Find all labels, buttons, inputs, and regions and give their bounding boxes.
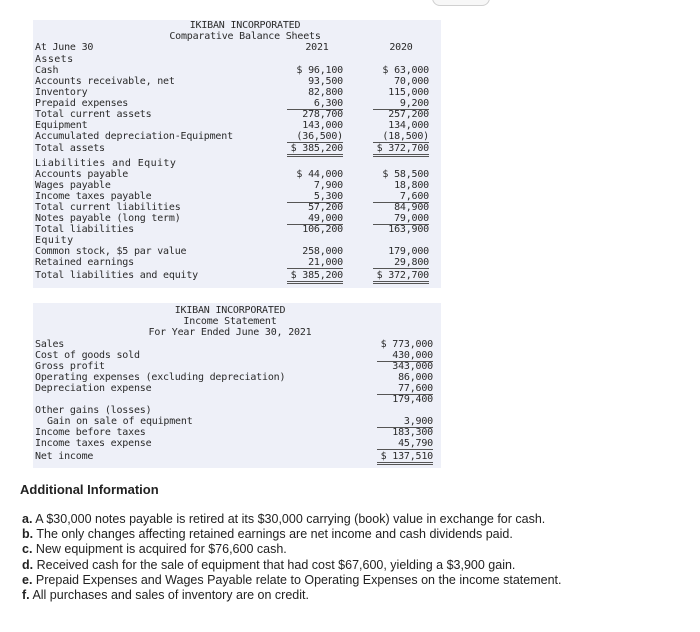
bs-value-2021: 106,200 [302, 224, 343, 235]
bs-value-2020: $ 63,000 [382, 65, 429, 76]
bs-row-label: Total current liabilities [35, 202, 181, 213]
is-row-value: 179,400 [392, 394, 433, 405]
bs-value-2021: 6,300 [287, 98, 343, 110]
is-row-label: Sales [35, 339, 65, 350]
bs-row [33, 169, 441, 180]
top-button[interactable] [432, 0, 490, 6]
bs-value-2020: 179,000 [388, 246, 429, 257]
additional-item [22, 558, 515, 573]
bs-row-label: Cash [35, 65, 59, 76]
is-row-value: 343,000 [392, 361, 433, 372]
bs-col-2021: 2021 [305, 42, 329, 53]
bs-row [33, 120, 441, 131]
bs-row-label: Total liabilities and equity [35, 270, 198, 281]
is-row [33, 383, 441, 394]
bs-value-2020: 7,600 [373, 191, 429, 203]
bs-value-2020: 115,000 [388, 87, 429, 98]
bs-row-label: Total current assets [35, 109, 152, 120]
is-row-value: 45,790 [377, 438, 433, 450]
bs-row [33, 109, 441, 120]
bs-value-2020: $ 372,700 [373, 143, 429, 157]
is-row-label: Cost of goods sold [35, 350, 140, 361]
bs-value-2021: 93,500 [308, 76, 343, 87]
bs-value-2021: $ 385,200 [287, 270, 343, 284]
bs-value-2021: 21,000 [287, 257, 343, 269]
bs-row-label: Total assets [35, 143, 105, 154]
bs-value-2020: 18,800 [394, 180, 429, 191]
bs-row-label: Assets [35, 54, 74, 65]
is-row [33, 427, 441, 438]
bs-row-label: Common stock, $5 par value [35, 246, 187, 257]
bs-row [33, 202, 441, 213]
bs-value-2021: 143,000 [302, 120, 343, 131]
is-row-value: 77,600 [377, 383, 433, 395]
bs-value-2021: $ 385,200 [287, 143, 343, 157]
balance-sheet-panel [33, 20, 441, 288]
bs-row [33, 213, 441, 224]
bs-row-label: Accounts receivable, net [35, 76, 175, 87]
income-statement-panel [33, 303, 441, 468]
bs-row-label: Income taxes payable [35, 191, 152, 202]
additional-item-letter: f. [22, 588, 30, 602]
is-row [33, 438, 441, 449]
bs-company: IKIBAN INCORPORATED [189, 20, 301, 31]
is-period: For Year Ended June 30, 2021 [148, 327, 312, 338]
bs-row [33, 270, 441, 281]
is-row-value: 430,000 [377, 350, 433, 362]
bs-value-2021: $ 96,100 [296, 65, 343, 76]
is-row-value: 86,000 [398, 372, 433, 383]
bs-row [33, 158, 441, 169]
is-row-label: Income taxes expense [35, 438, 152, 449]
bs-value-2020: 257,200 [388, 109, 429, 120]
is-row-value: 183,300 [392, 427, 433, 438]
is-row [33, 394, 441, 405]
bs-row [33, 131, 441, 142]
additional-item-text: All purchases and sales of inventory are on credit. [32, 588, 309, 602]
is-row [33, 339, 441, 350]
is-row [33, 372, 441, 383]
bs-row [33, 191, 441, 202]
additional-item-letter: a. [22, 512, 33, 526]
bs-value-2020: $ 58,500 [382, 169, 429, 180]
is-row-value: $ 773,000 [380, 339, 433, 350]
bs-row [33, 224, 441, 235]
is-row-value: 3,900 [377, 416, 433, 428]
additional-item-text: Received cash for the sale of equipment that had cost $67,600, yielding a $3,900 gain. [36, 557, 516, 572]
bs-row [33, 54, 441, 65]
bs-row [33, 257, 441, 268]
bs-value-2021: 5,300 [287, 191, 343, 203]
bs-value-2020: $ 372,700 [373, 270, 429, 284]
bs-row [33, 143, 441, 154]
bs-value-2020: (18,500) [373, 131, 429, 143]
is-row-label: Operating expenses (excluding depreciation) [35, 372, 286, 383]
additional-item-letter: e. [22, 572, 33, 587]
bs-value-2021: (36,500) [287, 131, 343, 143]
bs-row-label: Retained earnings [35, 257, 134, 268]
additional-item [22, 527, 513, 542]
bs-value-2020: 70,000 [394, 76, 429, 87]
bs-value-2020: 163,900 [388, 224, 429, 235]
bs-value-2020: 79,000 [373, 213, 429, 225]
is-company: IKIBAN INCORPORATED [174, 305, 286, 316]
is-row [33, 405, 441, 416]
bs-value-2020: 84,900 [394, 202, 429, 213]
is-row-label: Net income [35, 451, 94, 462]
bs-title: Comparative Balance Sheets [169, 31, 321, 42]
bs-value-2021: 258,000 [302, 246, 343, 257]
bs-row-label: Inventory [35, 87, 88, 98]
additional-item-text: A $30,000 notes payable is retired at its $30,000 carrying (book) value in exchange for cash. [35, 512, 546, 526]
is-row [33, 416, 441, 427]
additional-item [22, 512, 545, 527]
bs-value-2020: 29,800 [373, 257, 429, 269]
bs-row-label: Total liabilities [35, 224, 134, 235]
additional-item-letter: d. [22, 557, 34, 572]
additional-item [22, 573, 561, 588]
additional-item-text: New equipment is acquired for $76,600 cash. [35, 542, 287, 557]
is-row [33, 451, 441, 462]
top-bar [0, 0, 700, 22]
bs-row [33, 98, 441, 109]
bs-row-label: Equipment [35, 120, 88, 131]
bs-row-label: Accumulated depreciation-Equipment [35, 131, 233, 142]
is-row [33, 350, 441, 361]
bs-row [33, 87, 441, 98]
bs-row-label: Equity [35, 235, 74, 246]
additional-item [22, 588, 309, 603]
is-row [33, 361, 441, 372]
is-row-label: Other gains (losses) [35, 405, 152, 416]
bs-value-2021: 82,800 [308, 87, 343, 98]
additional-item [22, 542, 287, 557]
bs-row [33, 246, 441, 257]
bs-row-label: Prepaid expenses [35, 98, 129, 109]
bs-value-2021: 49,000 [287, 213, 343, 225]
is-title: Income Statement [183, 316, 277, 327]
bs-row-label: Liabilities and Equity [35, 158, 177, 169]
bs-row-label: Wages payable [35, 180, 111, 191]
bs-value-2020: 134,000 [388, 120, 429, 131]
is-row-label: Gross profit [35, 361, 105, 372]
additional-title: Additional Information [20, 482, 159, 497]
bs-row [33, 235, 441, 246]
bs-col-2020: 2020 [389, 42, 413, 53]
is-row-label: Gain on sale of equipment [47, 416, 193, 427]
bs-date-label: At June 30 [35, 42, 94, 53]
bs-value-2021: 57,200 [308, 202, 343, 213]
bs-value-2021: 278,700 [302, 109, 343, 120]
is-row-label: Income before taxes [35, 427, 146, 438]
additional-item-letter: c. [22, 542, 33, 557]
bs-value-2021: 7,900 [313, 180, 343, 191]
is-row-label: Depreciation expense [35, 383, 152, 394]
bs-row-label: Notes payable (long term) [35, 213, 181, 224]
bs-row [33, 65, 441, 76]
is-row-value: $ 137,510 [377, 451, 433, 465]
bs-row [33, 180, 441, 191]
bs-value-2021: $ 44,000 [296, 169, 343, 180]
bs-row-label: Accounts payable [35, 169, 129, 180]
bs-value-2020: 9,200 [373, 98, 429, 110]
bs-row [33, 76, 441, 87]
additional-item-letter: b. [22, 527, 34, 542]
additional-item-text: The only changes affecting retained earnings are net income and cash dividends paid. [36, 527, 513, 542]
additional-item-text: Prepaid Expenses and Wages Payable relate to Operating Expenses on the income statement. [35, 572, 562, 587]
